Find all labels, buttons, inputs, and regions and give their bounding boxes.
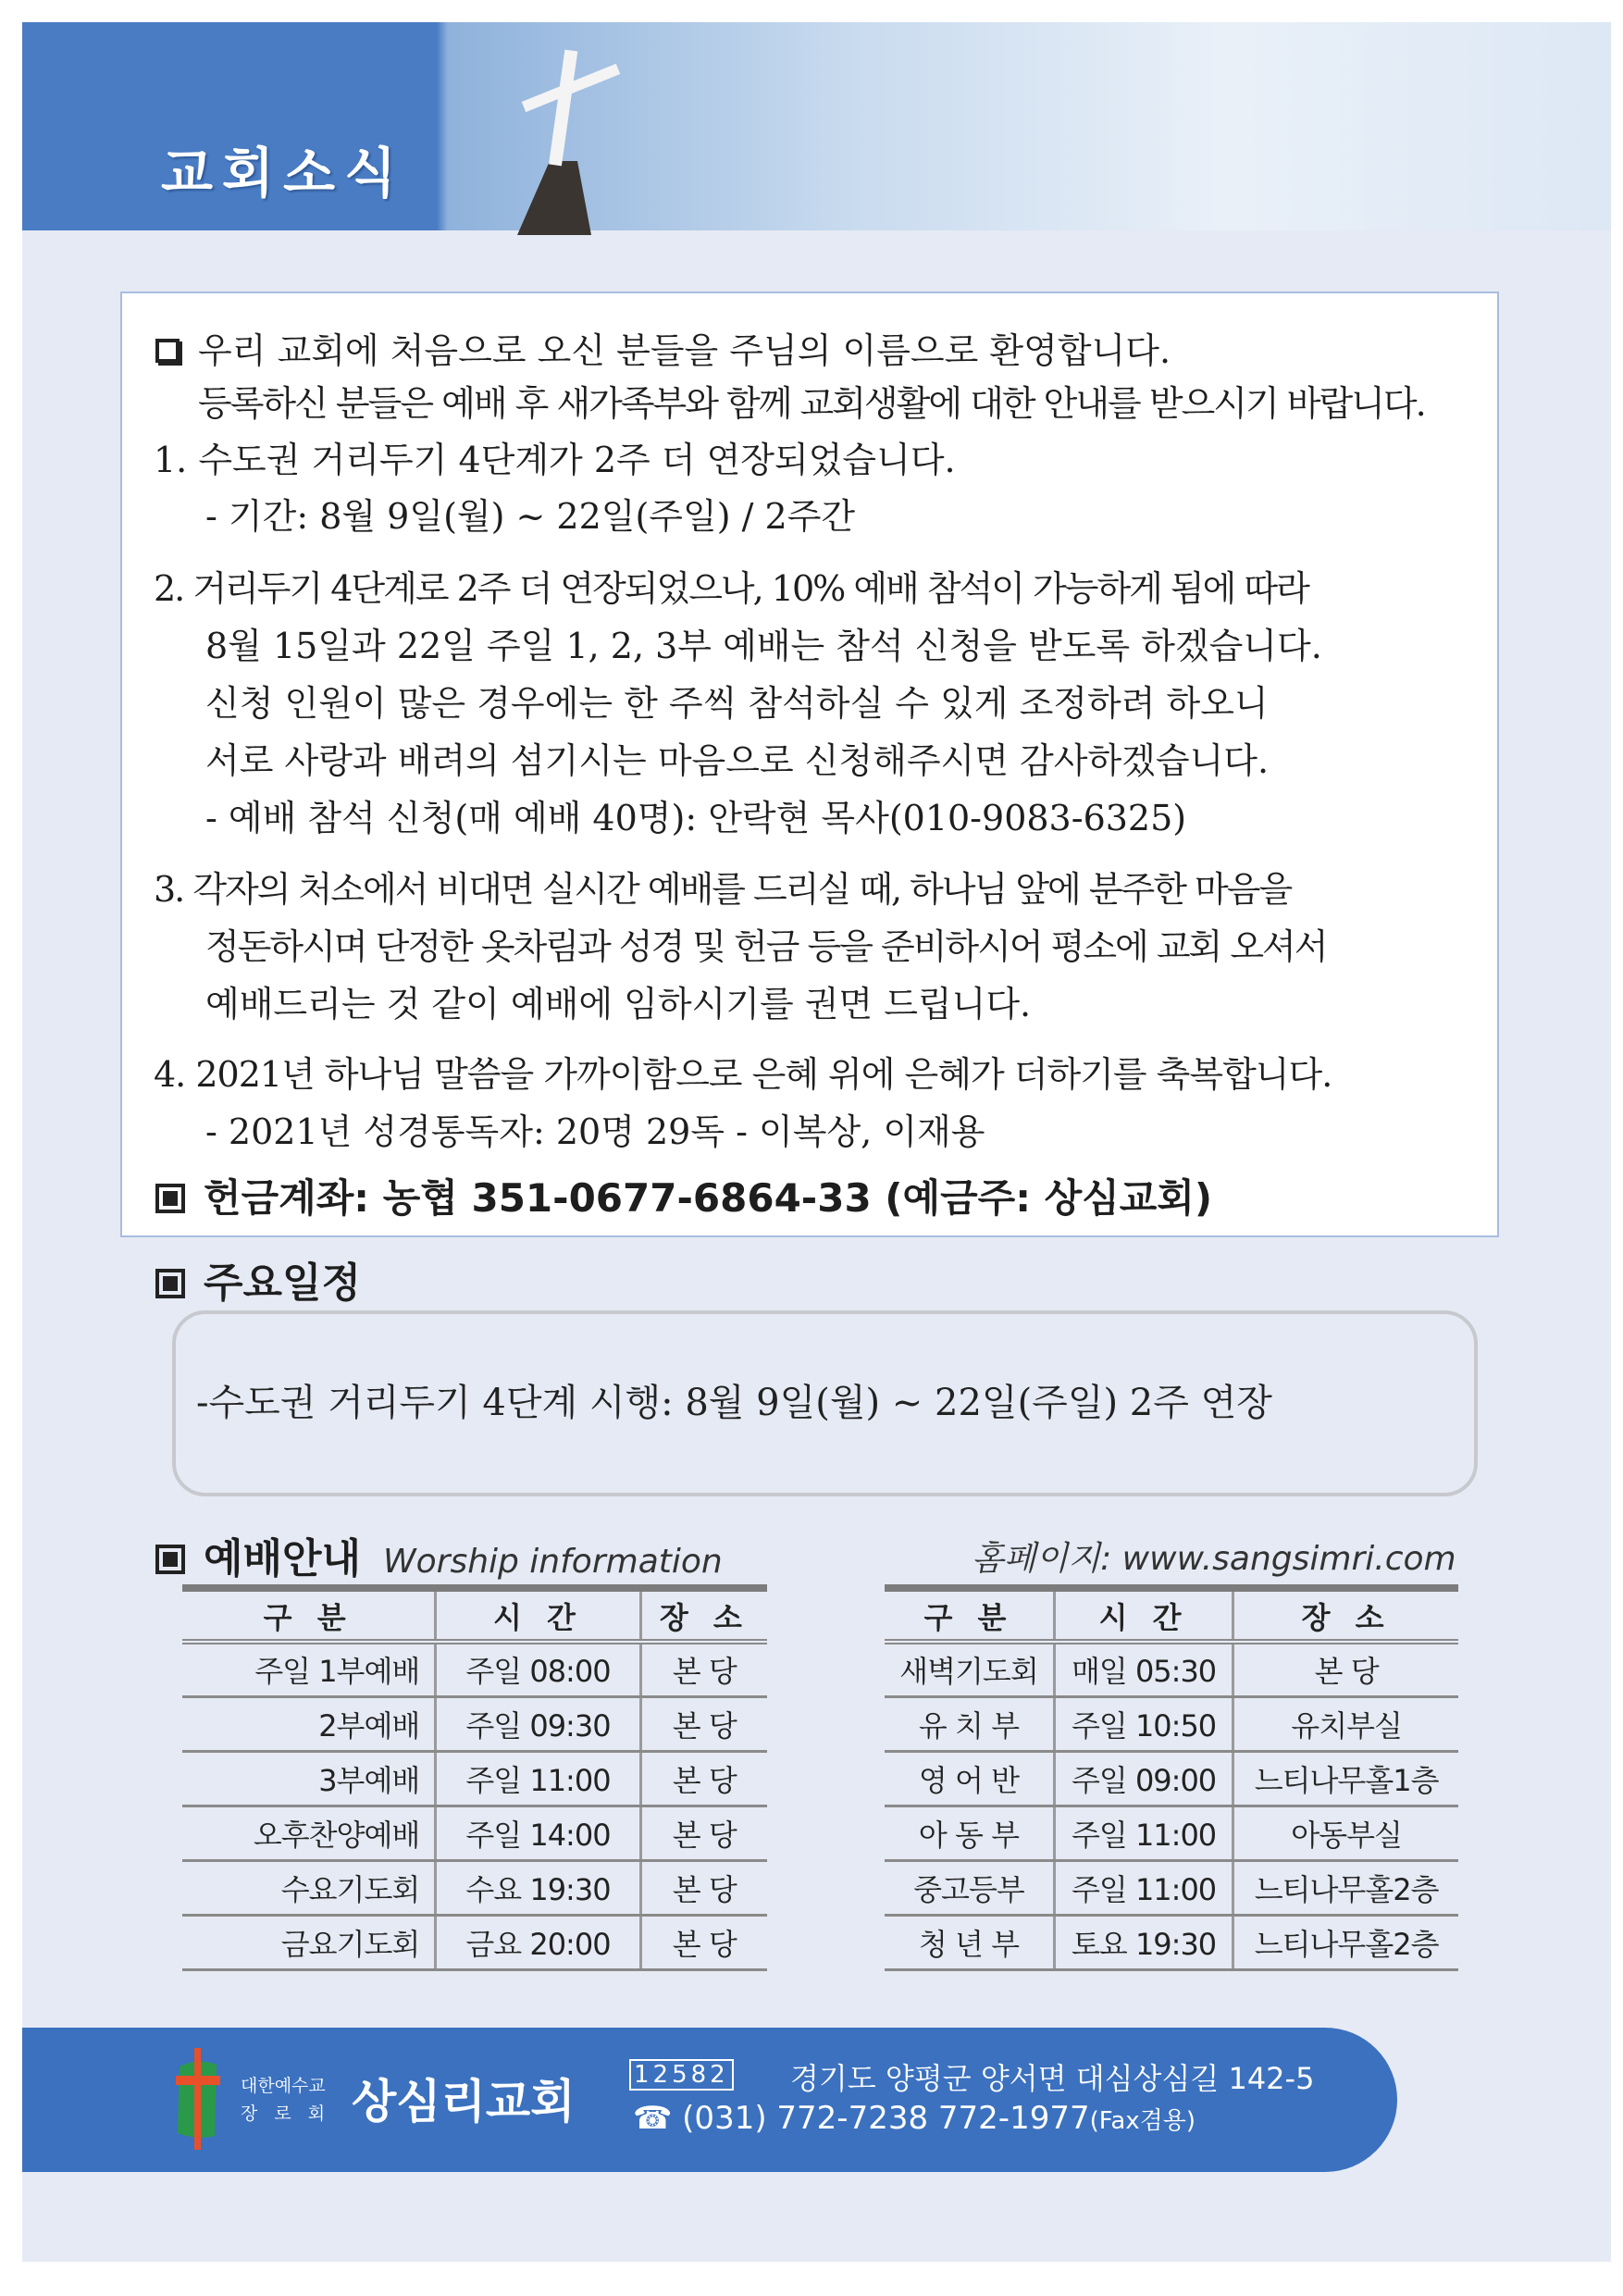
cell-place: 느티나무홀1층 [1233, 1751, 1458, 1806]
schedule-box [172, 1310, 1478, 1496]
postcode: 12582 [629, 2059, 734, 2091]
denomination-label: 대한예수교 [241, 2076, 326, 2096]
cell-time: 토요 19:30 [1054, 1915, 1233, 1969]
cell-category: 새벽기도회 [885, 1642, 1054, 1696]
col-header-place: 장 소 [1233, 1588, 1458, 1642]
notice-2-line: 8월 15일과 22일 주일 1, 2, 3부 예배는 참석 신청을 받도록 하겠습니다. [205, 626, 1322, 666]
col-header-category: 구 분 [182, 1588, 436, 1642]
notice-2-detail: - 예배 참석 신청(매 예배 40명): 안락현 목사(010-9083-6325) [205, 798, 1187, 838]
denomination-label: 장 로 회 [241, 2104, 331, 2124]
cell-place: 본 당 [1233, 1642, 1458, 1696]
cell-place: 아동부실 [1233, 1806, 1458, 1860]
phone-icon: ☎ [633, 2100, 683, 2137]
col-header-time: 시 간 [436, 1588, 640, 1642]
cell-place: 느티나무홀2층 [1233, 1860, 1458, 1915]
notice-2-line: 신청 인원이 많은 경우에는 한 주씩 참석하실 수 있게 조정하려 하오니 [205, 683, 1269, 724]
schedule-text: -수도권 거리두기 4단계 시행: 8월 9일(월) ~ 22일(주일) 2주 연장 [196, 1382, 1272, 1424]
square-bullet-icon [155, 1269, 185, 1298]
welcome-line-1: 우리 교회에 처음으로 오신 분들을 주님의 이름으로 환영합니다. [155, 322, 1171, 373]
worship-table-left [182, 1584, 767, 1971]
cell-time: 주일 11:00 [436, 1751, 640, 1806]
worship-table-right [885, 1584, 1458, 1971]
cell-time: 주일 08:00 [436, 1642, 640, 1696]
notice-1-detail: - 기간: 8월 9일(월) ~ 22일(주일) / 2주간 [205, 496, 856, 537]
worship-heading: 예배안내 Worship information [155, 1525, 723, 1584]
cell-time: 주일 14:00 [436, 1806, 640, 1860]
table-row [182, 1696, 767, 1751]
cell-category: 유 치 부 [885, 1696, 1054, 1751]
homepage-link[interactable]: 홈페이지: www.sangsimri.com [972, 1540, 1456, 1578]
welcome-line-2: 등록하신 분들은 예배 후 새가족부와 함께 교회생활에 대한 안내를 받으시기 바랍니다. [198, 383, 1425, 424]
table-row [182, 1915, 767, 1969]
cell-time: 매일 05:30 [1054, 1642, 1233, 1696]
cell-place: 본 당 [640, 1860, 767, 1915]
cell-place: 본 당 [640, 1806, 767, 1860]
notice-4-detail: - 2021년 성경통독자: 20명 29독 - 이복상, 이재용 [205, 1111, 985, 1152]
table-row [182, 1860, 767, 1915]
notice-2-line: 2. 거리두기 4단계로 2주 더 연장되었으나, 10% 예배 참석이 가능하게 됨에 따라 [154, 568, 1308, 609]
cell-category: 주일 1부예배 [182, 1642, 436, 1696]
offering-account: 헌금계좌: 농협 351-0677-6864-33 (예금주: 상심교회) [155, 1168, 1212, 1223]
phone-line: ☎ (031) 772-7238 772-1977(Fax겸용) [633, 2100, 1196, 2137]
cell-category: 아 동 부 [885, 1806, 1054, 1860]
cell-place: 본 당 [640, 1751, 767, 1806]
table-row [182, 1806, 767, 1860]
cell-place: 본 당 [640, 1915, 767, 1969]
footer-banner [22, 2028, 1397, 2172]
table-row [885, 1751, 1458, 1806]
square-bullet-icon [155, 1545, 185, 1574]
cell-time: 수요 19:30 [436, 1860, 640, 1915]
church-steeple-cross-icon [503, 41, 651, 235]
page-title: 교회소식 [161, 142, 406, 205]
notice-2-line: 서로 사랑과 배려의 섬기시는 마음으로 신청해주시면 감사하겠습니다. [205, 740, 1270, 781]
cell-category: 오후찬양예배 [182, 1806, 436, 1860]
cell-time: 주일 10:50 [1054, 1696, 1233, 1751]
cell-place: 본 당 [640, 1696, 767, 1751]
table-row [182, 1642, 767, 1696]
notice-4-line: 4. 2021년 하나님 말씀을 가까이함으로 은혜 위에 은혜가 더하기를 축복합니다. [154, 1054, 1332, 1095]
cell-time: 금요 20:00 [436, 1915, 640, 1969]
church-logo-cross-icon [170, 2048, 226, 2150]
header-banner [22, 22, 1611, 230]
cell-category: 영 어 반 [885, 1751, 1054, 1806]
table-row [885, 1806, 1458, 1860]
cell-category: 금요기도회 [182, 1915, 436, 1969]
cell-time: 주일 11:00 [1054, 1860, 1233, 1915]
notice-3-line: 3. 각자의 처소에서 비대면 실시간 예배를 드리실 때, 하나님 앞에 분주한 마음을 [154, 869, 1292, 910]
notice-1-line: 1. 수도권 거리두기 4단계가 2주 더 연장되었습니다. [154, 440, 956, 480]
notice-3-line: 정돈하시며 단정한 옷차림과 성경 및 헌금 등을 준비하시어 평소에 교회 오셔서 [205, 926, 1327, 967]
cell-category: 2부예배 [182, 1696, 436, 1751]
schedule-heading: 주요일정 [155, 1249, 361, 1309]
cell-time: 주일 11:00 [1054, 1806, 1233, 1860]
cell-category: 수요기도회 [182, 1860, 436, 1915]
church-name: 상심리교회 [352, 2075, 576, 2128]
table-row [885, 1860, 1458, 1915]
address: 경기도 양평군 양서면 대심상심길 142-5 [790, 2061, 1315, 2096]
cell-time: 주일 09:00 [1054, 1751, 1233, 1806]
cell-place: 본 당 [640, 1642, 767, 1696]
cell-category: 중고등부 [885, 1860, 1054, 1915]
cell-place: 유치부실 [1233, 1696, 1458, 1751]
col-header-time: 시 간 [1054, 1588, 1233, 1642]
worship-subtitle: Worship information [383, 1543, 723, 1581]
col-header-place: 장 소 [640, 1588, 767, 1642]
cell-category: 3부예배 [182, 1751, 436, 1806]
cell-time: 주일 09:30 [436, 1696, 640, 1751]
table-row [182, 1751, 767, 1806]
table-row [885, 1642, 1458, 1696]
table-row [885, 1696, 1458, 1751]
table-row [885, 1915, 1458, 1969]
square-bullet-icon [155, 1184, 185, 1213]
cell-place: 느티나무홀2층 [1233, 1915, 1458, 1969]
col-header-category: 구 분 [885, 1588, 1054, 1642]
cell-category: 청 년 부 [885, 1915, 1054, 1969]
notice-3-line: 예배드리는 것 같이 예배에 임하시기를 권면 드립니다. [205, 984, 1032, 1024]
